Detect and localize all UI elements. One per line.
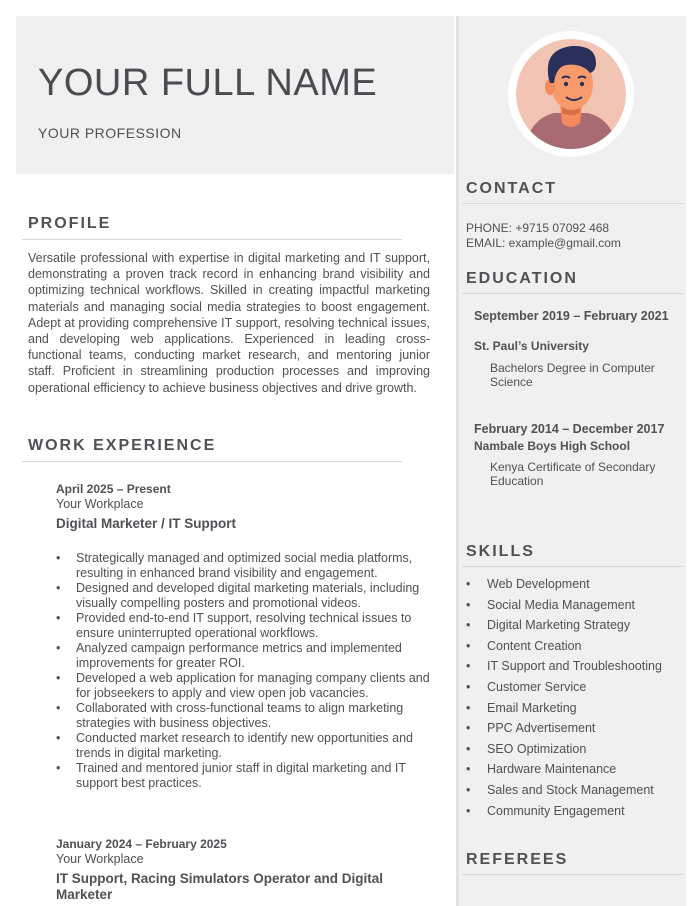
skill-item: • Digital Marketing Strategy [466, 618, 686, 639]
education-school: St. Paul’s University [474, 339, 589, 353]
job-workplace: Your Workplace [56, 497, 144, 511]
skill-item: • Community Engagement [466, 804, 686, 825]
skill-item: • PPC Advertisement [466, 721, 686, 742]
contact-rule [462, 203, 684, 204]
profile-rule [22, 239, 402, 240]
profile-heading: PROFILE [28, 215, 112, 232]
education-date: February 2014 – December 2017 [474, 422, 665, 436]
job-date: January 2024 – February 2025 [56, 837, 227, 851]
skills-list [466, 577, 686, 824]
education-heading: EDUCATION [466, 270, 578, 287]
contact-phone: PHONE: +9715 07092 468 [466, 221, 610, 235]
contact-heading: CONTACT [466, 180, 558, 197]
skill-item: • IT Support and Troubleshooting [466, 659, 686, 680]
education-degree: Bachelors Degree in Computer Science [490, 361, 655, 389]
job-bullet: • Analyzed campaign performance metrics and implemented improvements for greater ROI. [56, 641, 432, 671]
profile-text: Versatile professional with expertise in digital marketing and IT support, demonstrating a proven track record in enhancing brand visibility and optimizing technical workflows. Skilled in creating impactful marketing materials and managing social media strategies to boost engagement. Adept at providing comprehensive IT support, resolving technical issues, and developing web applications. Experienced in leading cross-functional teams, conducting market research, and mentoring junior staff. Proficient in streamlining production processes and improving operational efficiency to achieve business objectives and drive growth. [28, 251, 430, 395]
skill-item: • Content Creation [466, 639, 686, 660]
avatar-illustration-icon [516, 39, 626, 149]
skills-heading: SKILLS [466, 543, 535, 560]
education-school: Nambale Boys High School [474, 439, 631, 453]
job-title: Digital Marketer / IT Support [56, 516, 237, 531]
job-bullets [56, 551, 432, 791]
job-bullet: • Strategically managed and optimized social media platforms, resulting in enhanced brand visibility and engagement. [56, 551, 432, 581]
job-workplace: Your Workplace [56, 852, 144, 866]
full-name: YOUR FULL NAME [38, 62, 378, 104]
skill-item: • Web Development [466, 577, 686, 598]
job-bullet: • Provided end-to-end IT support, resolving technical issues to ensure uninterrupted operational workflows. [56, 611, 432, 641]
job-bullet: • Collaborated with cross-functional teams to align marketing strategies with business objectives. [56, 701, 432, 731]
job-bullet: • Developed a web application for managing company clients and for jobseekers to apply and view open job vacancies. [56, 671, 432, 701]
work-heading: WORK EXPERIENCE [28, 437, 217, 454]
education-rule [462, 293, 684, 294]
skill-item: • Sales and Stock Management [466, 783, 686, 804]
contact-email: EMAIL: example@gmail.com [466, 236, 621, 250]
job-title: IT Support, Racing Simulators Operator and Digital Marketer [56, 871, 384, 902]
skill-item: • SEO Optimization [466, 742, 686, 763]
profession: YOUR PROFESSION [38, 125, 182, 141]
job-bullet: • Designed and developed digital marketing materials, including visually compelling posters and promotional videos. [56, 581, 432, 611]
job-bullet: • Conducted market research to identify new opportunities and trends in digital marketing. [56, 731, 432, 761]
job-date: April 2025 – Present [56, 482, 171, 496]
avatar [508, 31, 634, 157]
skill-item: • Customer Service [466, 680, 686, 701]
referees-heading: REFEREES [466, 851, 569, 868]
skill-item: • Hardware Maintenance [466, 762, 686, 783]
education-date: September 2019 – February 2021 [474, 309, 669, 323]
work-rule [22, 461, 402, 462]
job-bullet: • Trained and mentored junior staff in digital marketing and IT support best practices. [56, 761, 432, 791]
referees-rule [462, 874, 684, 875]
education-degree: Kenya Certificate of Secondary Education [490, 460, 656, 488]
skill-item: • Email Marketing [466, 701, 686, 722]
skill-item: • Social Media Management [466, 598, 686, 619]
skills-rule [462, 566, 684, 567]
